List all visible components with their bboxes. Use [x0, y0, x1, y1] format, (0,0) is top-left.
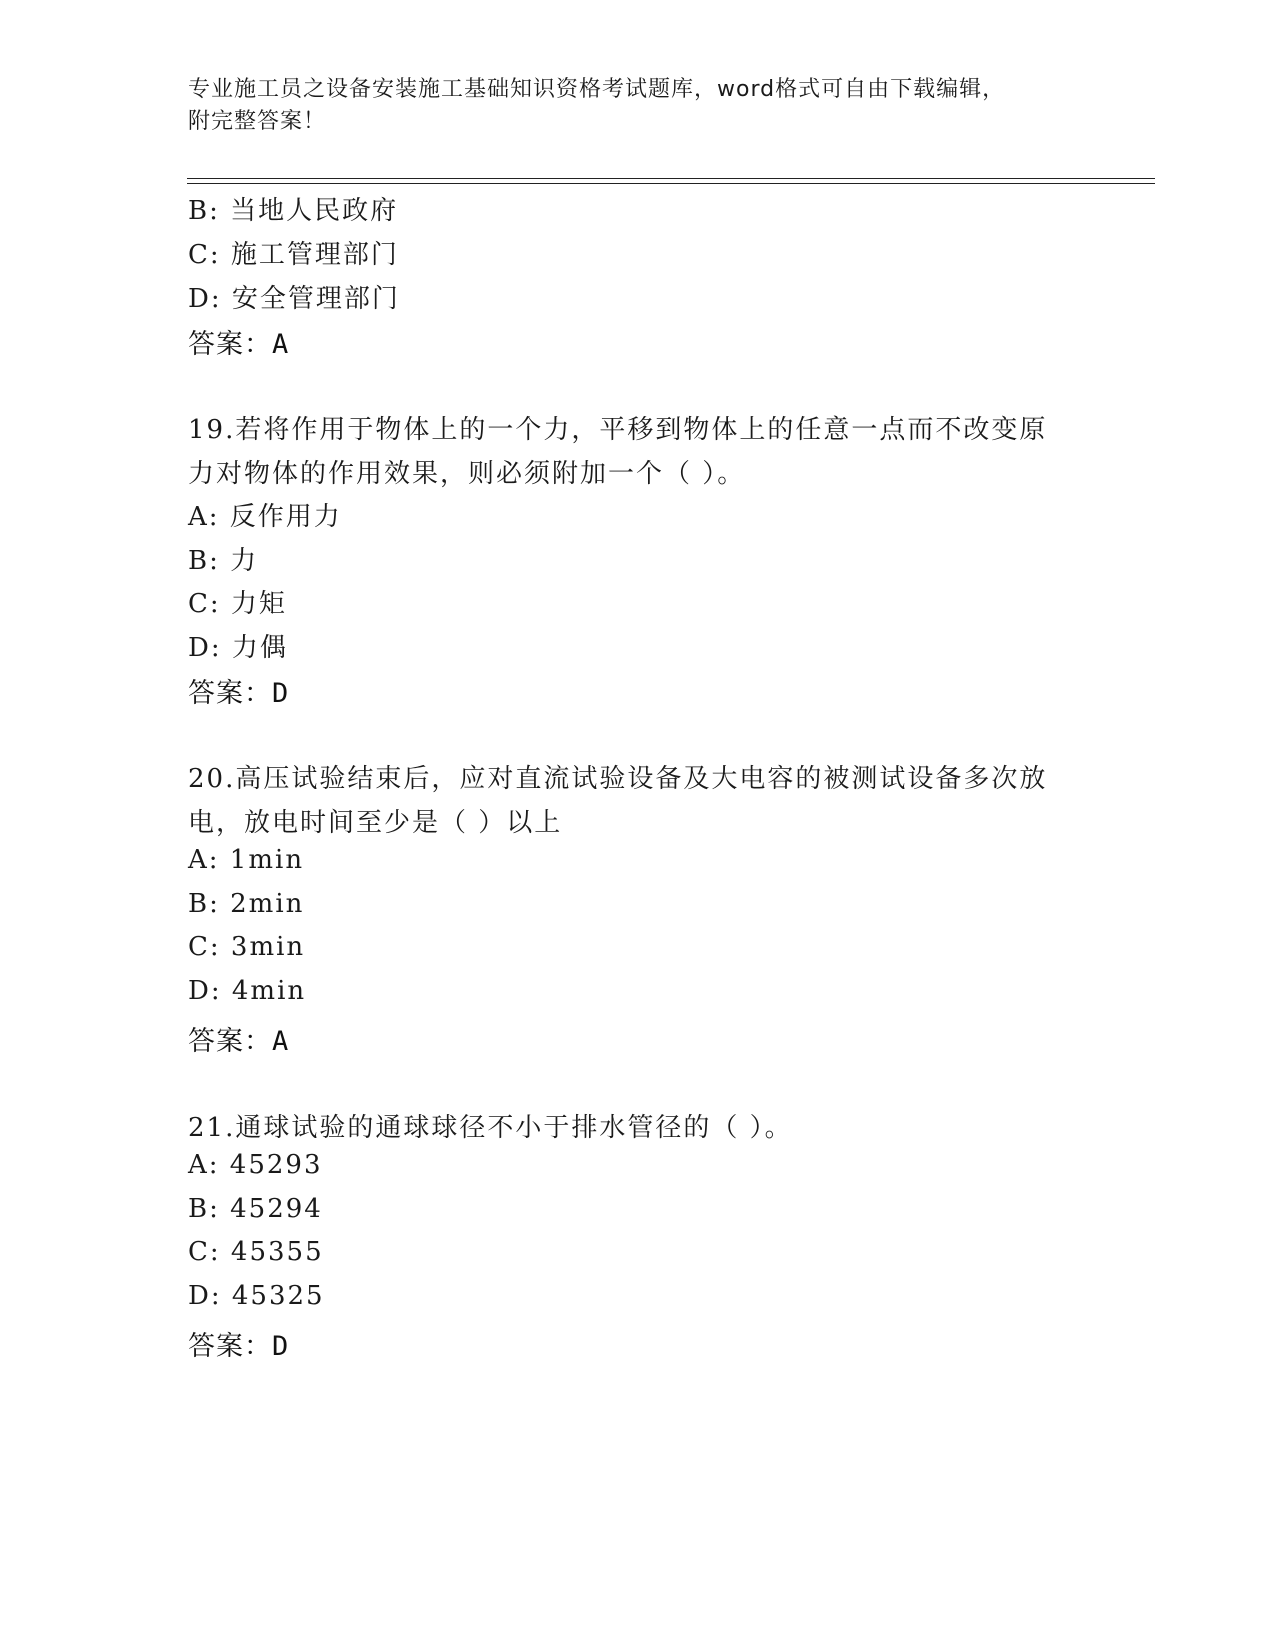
question-19-stem-line-2: 力对物体的作用效果，则必须附加一个（ ）。 [188, 459, 746, 489]
header-divider-bottom [187, 183, 1155, 184]
question-19-answer: 答案：D [188, 678, 290, 709]
question-21-option-b: B: 45294 [188, 1194, 323, 1224]
question-20-option-d: D: 4min [188, 976, 307, 1006]
question-19-option-c: C: 力矩 [188, 589, 287, 619]
answer-line: 答案：A [188, 329, 290, 360]
question-19-option-b: B: 力 [188, 546, 259, 576]
question-21-option-d: D: 45325 [188, 1281, 325, 1311]
question-20-option-a: A: 1min [188, 845, 305, 875]
header-divider-top [187, 178, 1155, 179]
option-d: D: 安全管理部门 [188, 284, 400, 314]
option-b: B: 当地人民政府 [188, 196, 399, 226]
header-title-line-2: 附完整答案！ [188, 109, 327, 134]
document-header [188, 74, 1088, 138]
question-20-stem-line-1: 20.高压试验结束后，应对直流试验设备及大电容的被测试设备多次放 [188, 764, 1048, 794]
question-20-answer: 答案：A [188, 1026, 290, 1057]
option-c: C: 施工管理部门 [188, 240, 399, 270]
question-20-option-c: C: 3min [188, 932, 306, 962]
question-20-option-b: B: 2min [188, 889, 305, 919]
question-19-stem-line-1: 19.若将作用于物体上的一个力，平移到物体上的任意一点而不改变原 [188, 415, 1048, 445]
question-21-option-c: C: 45355 [188, 1237, 324, 1267]
question-21-answer: 答案：D [188, 1331, 290, 1362]
question-20-stem-line-2: 电，放电时间至少是（ ）以上 [188, 808, 563, 838]
question-21-stem: 21.通球试验的通球球径不小于排水管径的（ ）。 [188, 1113, 793, 1143]
header-title-line-1: 专业施工员之设备安装施工基础知识资格考试题库，word格式可自由下载编辑， [188, 77, 1006, 102]
question-19-option-d: D: 力偶 [188, 633, 288, 663]
question-19-option-a: A: 反作用力 [188, 502, 342, 532]
question-21-option-a: A: 45293 [188, 1150, 323, 1180]
